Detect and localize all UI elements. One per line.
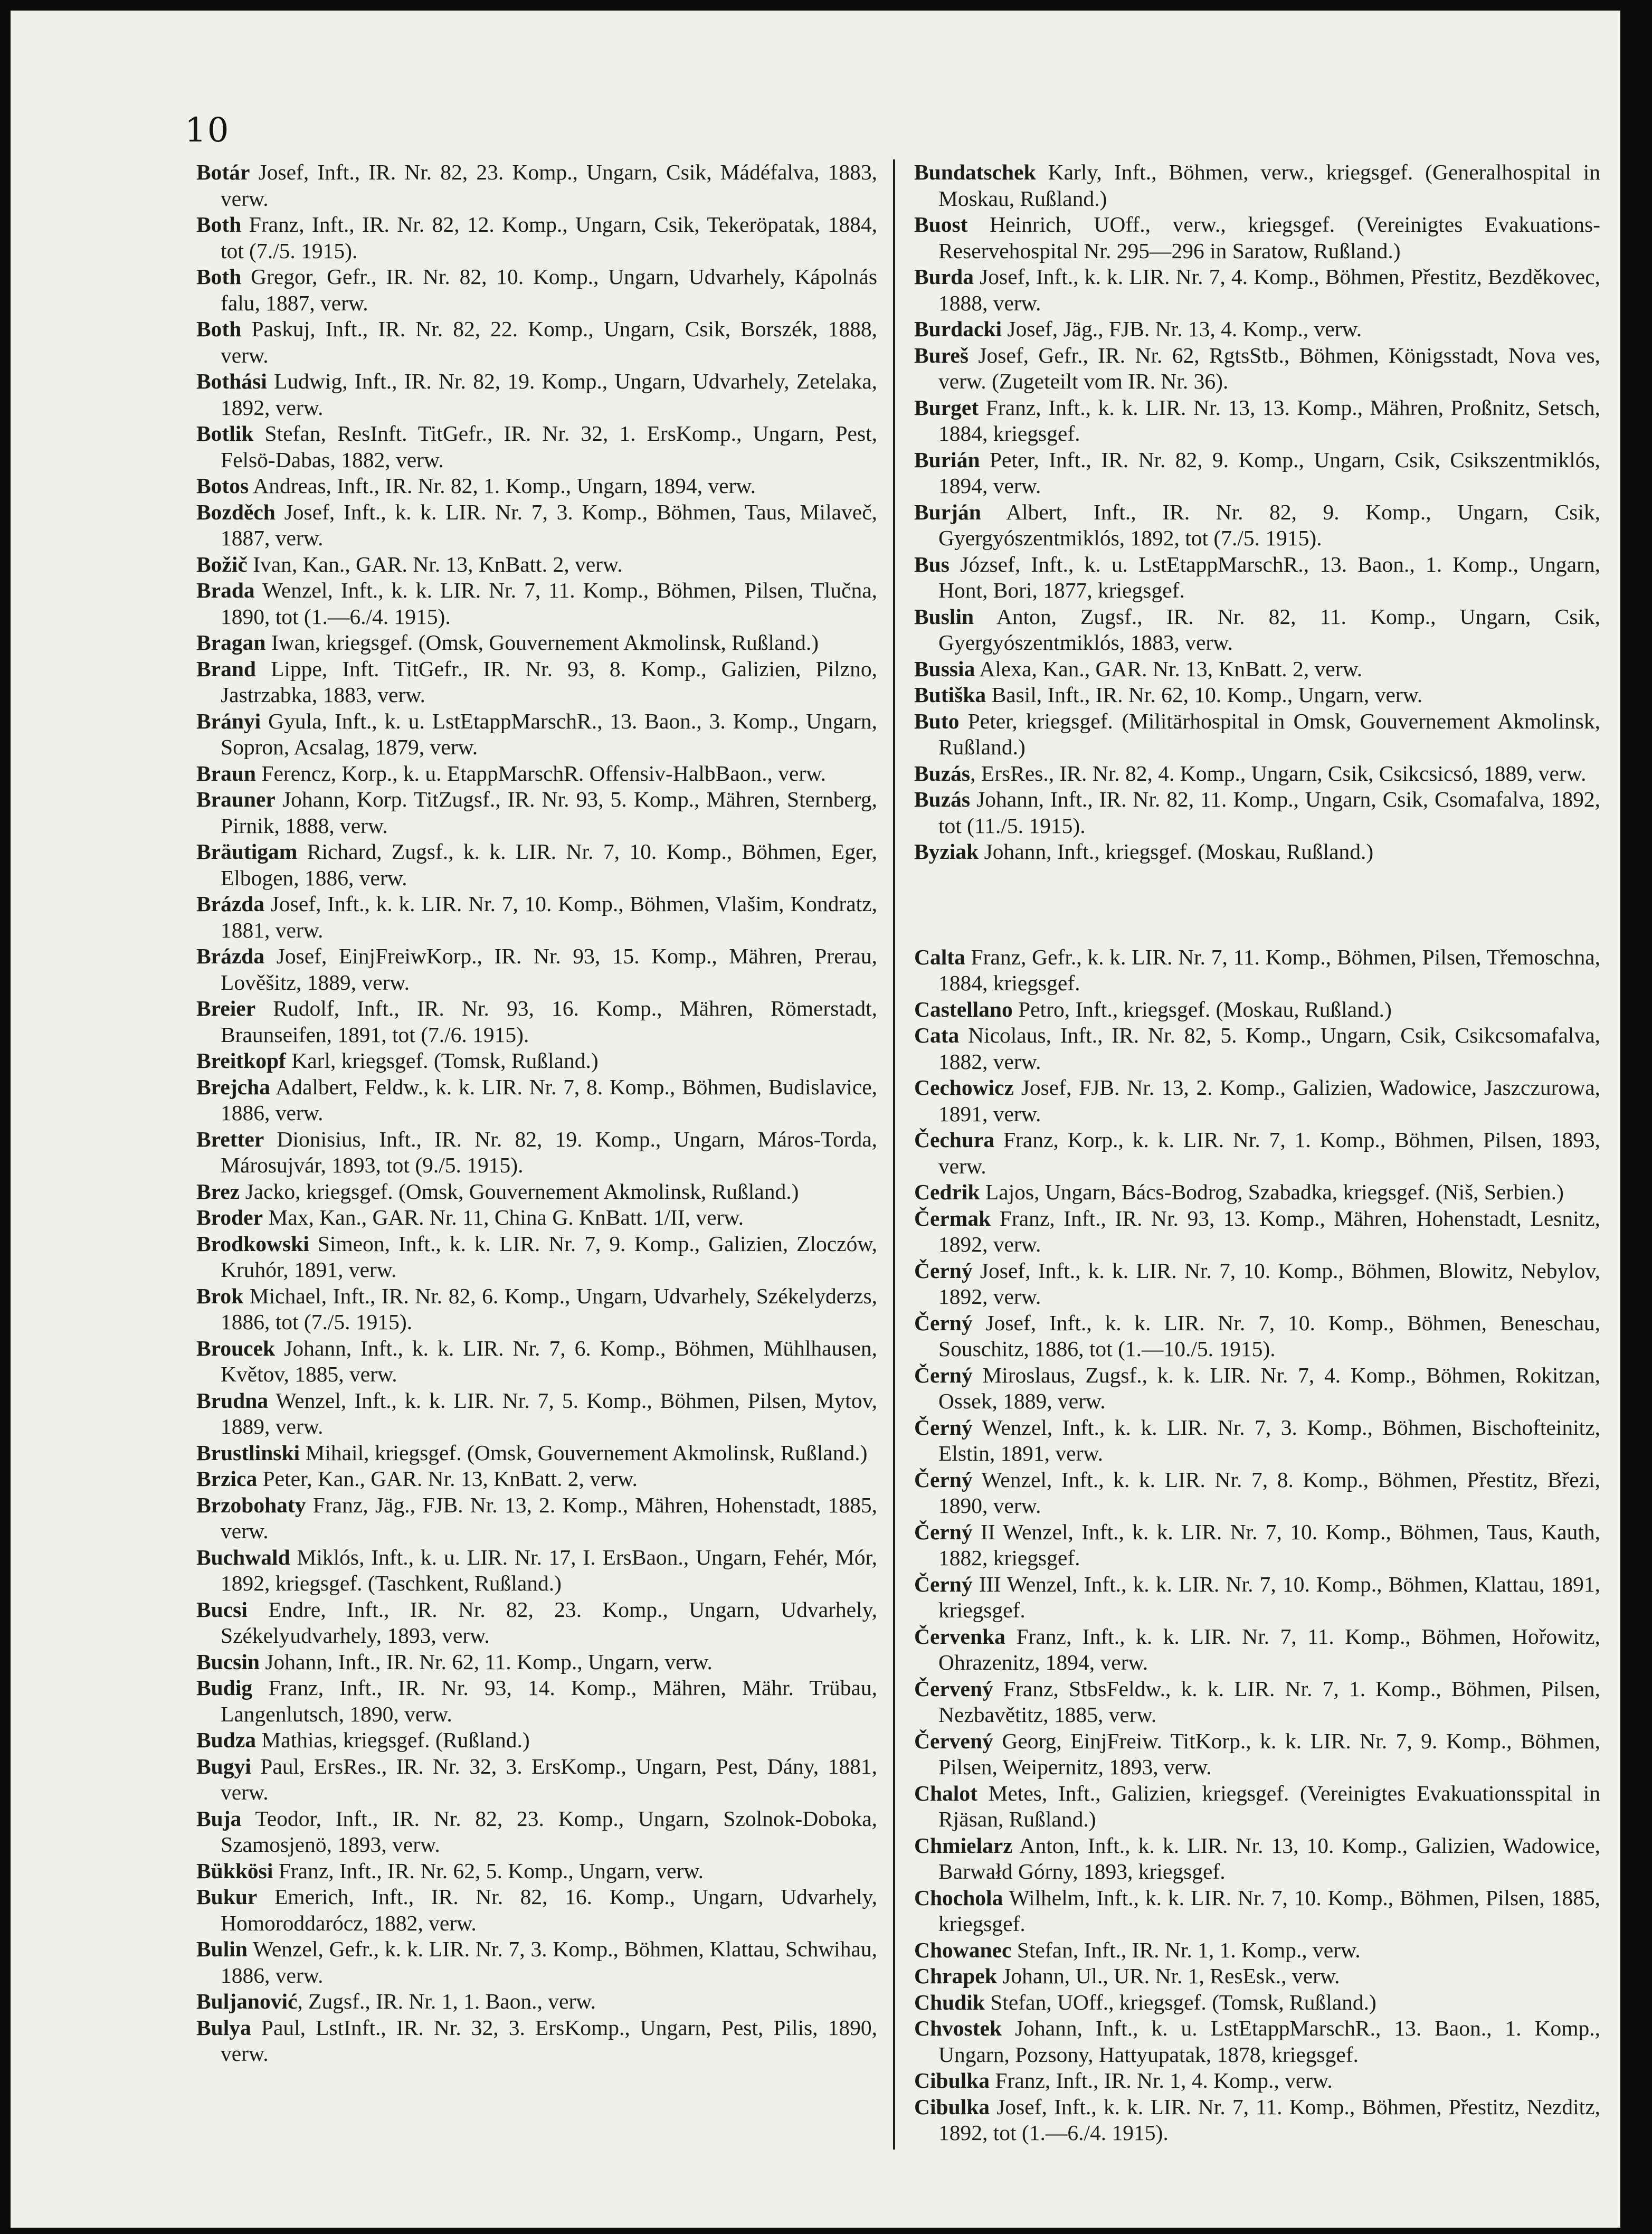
- entry-surname: Bräutigam: [196, 839, 298, 864]
- entry-surname: Castellano: [914, 997, 1013, 1021]
- entry-surname: Breitkopf: [196, 1048, 286, 1073]
- register-entry: [196, 1179, 877, 1205]
- entry-details: Alexa, Kan., GAR. Nr. 13, KnBatt. 2, verw.: [975, 656, 1363, 681]
- entry-details: Lajos, Ungarn, Bács-Bodrog, Szabadka, kriegsgef. (Niš, Serbien.): [980, 1180, 1564, 1204]
- entry-details: Franz, Korp., k. k. LIR. Nr. 7, 1. Komp., Böhmen, Pilsen, 1893, verw.: [938, 1128, 1600, 1178]
- register-entry: [914, 212, 1600, 264]
- entry-details: Franz, Inft., IR. Nr. 82, 12. Komp., Ungarn, Csik, Tekeröpatak, 1884, tot (7./5. 1915).: [221, 212, 877, 263]
- section-gap: [914, 865, 1600, 944]
- entry-details: Iwan, kriegsgef. (Omsk, Gouvernement Akmolinsk, Rußland.): [265, 630, 819, 655]
- entry-surname: Botlik: [196, 421, 254, 446]
- entry-surname: Botos: [196, 474, 249, 498]
- entry-surname: Černý: [914, 1519, 973, 1544]
- entry-surname: Chudik: [914, 1990, 985, 2014]
- entry-surname: Bureš: [914, 343, 969, 367]
- entry-details: Richard, Zugsf., k. k. LIR. Nr. 7, 10. Komp., Böhmen, Eger, Elbogen, 1886, verw.: [221, 839, 877, 890]
- register-entry: [914, 447, 1600, 499]
- entry-details: Franz, StbsFeldw., k. k. LIR. Nr. 7, 1. Komp., Böhmen, Pilsen, Nezbavětitz, 1885, verw.: [938, 1676, 1600, 1727]
- register-entry: [914, 1519, 1600, 1572]
- entry-details: Johann, Inft., IR. Nr. 82, 11. Komp., Ungarn, Csik, Csomafalva, 1892, tot (11./5. 1915).: [938, 787, 1600, 838]
- register-entry: [196, 1283, 877, 1336]
- register-entry: [196, 552, 877, 578]
- entry-surname: Červený: [914, 1676, 993, 1701]
- entry-details: Johann, Inft., k. u. LstEtappMarschR., 13. Baon., 1. Komp., Ungarn, Pozsony, Hattyupatak, 1878, kriegsgef.: [938, 2016, 1600, 2067]
- entry-surname: Bussia: [914, 656, 975, 681]
- entry-surname: Brodkowski: [196, 1231, 309, 1256]
- entry-details: Josef, Inft., k. k. LIR. Nr. 7, 11. Komp., Böhmen, Přestitz, Nezditz, 1892, tot (1.—6./4. 1915).: [938, 2094, 1600, 2145]
- entry-details: Josef, Inft., IR. Nr. 82, 23. Komp., Ungarn, Csik, Mádéfalva, 1883, verw.: [221, 160, 877, 211]
- register-entry: [914, 499, 1600, 552]
- register-entry: [196, 1074, 877, 1127]
- entry-surname: Bundatschek: [914, 160, 1036, 184]
- entry-details: Franz, Inft., IR. Nr. 93, 14. Komp., Mähren, Mähr. Trübau, Langenlutsch, 1890, verw.: [221, 1676, 877, 1726]
- entry-surname: Buzás: [914, 787, 971, 811]
- entry-details: Franz, Inft., IR. Nr. 93, 13. Komp., Mähren, Hohenstadt, Lesnitz, 1892, verw.: [938, 1206, 1600, 1256]
- entry-surname: Burján: [914, 499, 981, 524]
- register-entry: [196, 708, 877, 761]
- entry-surname: Chvostek: [914, 2016, 1002, 2040]
- register-entry: [914, 1676, 1600, 1728]
- entry-details: Wenzel, Inft., k. k. LIR. Nr. 7, 5. Komp., Böhmen, Pilsen, Mytov, 1889, verw.: [221, 1388, 877, 1438]
- register-entry: [914, 343, 1600, 395]
- register-entry: [914, 1833, 1600, 1885]
- entry-details: Josef, Gefr., IR. Nr. 62, RgtsStb., Böhmen, Königsstadt, Nova ves, verw. (Zugeteilt vom IR. Nr. 36).: [938, 343, 1600, 393]
- entry-surname: Černý: [914, 1362, 973, 1387]
- entry-surname: Brejcha: [196, 1074, 270, 1099]
- entry-surname: Brauner: [196, 787, 276, 811]
- entry-surname: Chmielarz: [914, 1833, 1013, 1858]
- entry-details: Johann, Inft., IR. Nr. 62, 11. Komp., Ungarn, verw.: [259, 1649, 713, 1674]
- column-divider: [893, 159, 895, 2150]
- entry-details: József, Inft., k. u. LstEtappMarschR., 13. Baon., 1. Komp., Ungarn, Hont, Bori, 1877, kriegsgef.: [938, 552, 1600, 602]
- register-entry: [196, 1858, 877, 1885]
- register-entry: [914, 316, 1600, 343]
- register-entry: [914, 1179, 1600, 1206]
- register-entry: [196, 1231, 877, 1283]
- entry-surname: Brudna: [196, 1388, 269, 1413]
- entry-surname: Buzás: [914, 761, 971, 785]
- register-entry: [914, 1310, 1600, 1362]
- entry-surname: Burdacki: [914, 317, 1002, 341]
- entry-surname: Buchwald: [196, 1545, 290, 1569]
- register-entry: [196, 1754, 877, 1806]
- entry-surname: Buto: [914, 708, 960, 733]
- entry-surname: Červený: [914, 1728, 993, 1753]
- entry-details: Josef, Inft., k. k. LIR. Nr. 7, 10. Komp., Böhmen, Blowitz, Nebylov, 1892, verw.: [938, 1258, 1600, 1309]
- entry-details: Karly, Inft., Böhmen, verw., kriegsgef. (Generalhospital in Moskau, Rußland.): [938, 160, 1600, 211]
- register-entry: [196, 1048, 877, 1074]
- entry-details: Wenzel, Gefr., k. k. LIR. Nr. 7, 3. Komp., Böhmen, Klattau, Schwihau, 1886, verw.: [221, 1937, 877, 1987]
- entry-details: Josef, Jäg., FJB. Nr. 13, 4. Komp., verw.: [1002, 317, 1362, 341]
- entry-details: Johann, Inft., k. k. LIR. Nr. 7, 6. Komp., Böhmen, Mühlhausen, Květov, 1885, verw.: [221, 1336, 877, 1386]
- entry-surname: Brányi: [196, 708, 261, 733]
- register-entry: [196, 761, 877, 787]
- entry-details: Peter, Kan., GAR. Nr. 13, KnBatt. 2, verw.: [257, 1466, 638, 1491]
- entry-details: Wenzel, Inft., k. k. LIR. Nr. 7, 3. Komp., Böhmen, Bischofteinitz, Elstin, 1891, verw.: [938, 1415, 1600, 1465]
- register-entry: [196, 212, 877, 264]
- entry-surname: Černý: [914, 1467, 973, 1492]
- register-entry: [196, 578, 877, 630]
- register-entry: [196, 1727, 877, 1754]
- entry-details: Anton, Inft., k. k. LIR. Nr. 13, 10. Komp., Galizien, Wadowice, Barwałd Górny, 1893, kriegsgef.: [938, 1833, 1600, 1883]
- entry-surname: Buja: [196, 1806, 242, 1831]
- register-entry: [914, 1937, 1600, 1964]
- entry-details: Lippe, Inft. TitGefr., IR. Nr. 93, 8. Komp., Galizien, Pilzno, Jastrzabka, 1883, verw.: [221, 656, 877, 707]
- entry-surname: Brada: [196, 578, 255, 602]
- register-entry: [914, 944, 1600, 997]
- entry-surname: Bükkösi: [196, 1858, 273, 1883]
- register-entry: [196, 499, 877, 552]
- entry-details: Franz, Jäg., FJB. Nr. 13, 2. Komp., Mähren, Hohenstadt, 1885, verw.: [221, 1492, 877, 1543]
- entry-details: Josef, EinjFreiwKorp., IR. Nr. 93, 15. Komp., Mähren, Prerau, Lověšitz, 1889, verw.: [221, 944, 877, 995]
- entry-details: Miroslaus, Zugsf., k. k. LIR. Nr. 7, 4. Komp., Böhmen, Rokitzan, Ossek, 1889, verw.: [938, 1362, 1600, 1413]
- page-number: 10: [185, 111, 230, 150]
- entry-surname: Byziak: [914, 839, 979, 864]
- entry-details: Mathias, kriegsgef. (Rußland.): [256, 1728, 530, 1752]
- entry-details: Metes, Inft., Galizien, kriegsgef. (Vereinigtes Evakuationsspital in Rjäsan, Rußland.): [938, 1781, 1600, 1831]
- register-entry: [914, 1206, 1600, 1258]
- register-entry: [196, 891, 877, 943]
- register-entry: [196, 159, 877, 212]
- entry-surname: Breier: [196, 996, 256, 1020]
- entry-surname: Budig: [196, 1676, 253, 1700]
- entry-details: Andreas, Inft., IR. Nr. 82, 1. Komp., Ungarn, 1894, verw.: [249, 474, 756, 498]
- entry-details: Rudolf, Inft., IR. Nr. 93, 16. Komp., Mähren, Römerstadt, Braunseifen, 1891, tot (7./6. 1915).: [221, 996, 877, 1047]
- entry-surname: Čermak: [914, 1206, 991, 1230]
- register-entry: [196, 264, 877, 316]
- entry-surname: Černý: [914, 1415, 973, 1440]
- entry-surname: Burián: [914, 447, 980, 472]
- register-entry: [914, 1624, 1600, 1676]
- entries-c-section: [914, 944, 1600, 2146]
- register-entry: [914, 1362, 1600, 1415]
- entry-surname: Chowanec: [914, 1937, 1012, 1962]
- entry-details: Josef, FJB. Nr. 13, 2. Komp., Galizien, Wadowice, Jaszczurowa, 1891, verw.: [938, 1075, 1600, 1126]
- register-entry: [914, 787, 1600, 839]
- register-entry: [196, 839, 877, 891]
- entry-details: Jacko, kriegsgef. (Omsk, Gouvernement Akmolinsk, Rußland.): [240, 1179, 799, 1204]
- entry-details: Johann, Inft., kriegsgef. (Moskau, Rußland.): [979, 839, 1374, 864]
- entry-surname: Buslin: [914, 604, 974, 629]
- entry-surname: Butiška: [914, 683, 986, 707]
- entry-surname: Cibulka: [914, 2068, 990, 2093]
- entry-details: Wilhelm, Inft., k. k. LIR. Nr. 7, 10. Komp., Böhmen, Pilsen, 1885, kriegsgef.: [938, 1885, 1600, 1936]
- register-entry: [914, 1467, 1600, 1519]
- entry-details: Peter, kriegsgef. (Militärhospital in Omsk, Gouvernement Akmolinsk, Rußland.): [938, 708, 1600, 759]
- entry-surname: Chrapek: [914, 1964, 997, 1988]
- entry-surname: Bulin: [196, 1937, 248, 1961]
- register-entry: [196, 1466, 877, 1492]
- entry-surname: Brázda: [196, 944, 265, 968]
- entry-surname: Buost: [914, 212, 968, 236]
- entry-details: Stefan, ResInft. TitGefr., IR. Nr. 32, 1. ErsKomp., Ungarn, Pest, Felsö-Dabas, 1882, verw.: [221, 421, 877, 472]
- register-entry: [914, 1075, 1600, 1127]
- entry-details: Josef, Inft., k. k. LIR. Nr. 7, 10. Komp., Böhmen, Vlašim, Kondratz, 1881, verw.: [221, 892, 877, 942]
- entry-details: Basil, Inft., IR. Nr. 62, 10. Komp., Ungarn, verw.: [986, 683, 1423, 707]
- register-entry: [196, 656, 877, 708]
- entry-surname: Čechura: [914, 1128, 995, 1152]
- entry-surname: Cedrik: [914, 1180, 980, 1204]
- entry-details: Teodor, Inft., IR. Nr. 82, 23. Komp., Ungarn, Szolnok-Doboka, Szamosjenö, 1893, verw.: [221, 1806, 877, 1857]
- entry-surname: Broder: [196, 1205, 263, 1229]
- entry-surname: Both: [196, 212, 242, 236]
- register-entry: [196, 421, 877, 473]
- register-entry: [914, 708, 1600, 761]
- register-entry: [196, 1492, 877, 1545]
- entry-details: Gregor, Gefr., IR. Nr. 82, 10. Komp., Ungarn, Udvarhely, Kápolnás falu, 1887, verw.: [221, 264, 877, 315]
- entry-surname: Brzica: [196, 1466, 258, 1491]
- register-entry: [914, 1728, 1600, 1781]
- entry-surname: Bothási: [196, 369, 267, 393]
- register-entry: [914, 1127, 1600, 1179]
- entry-surname: Bukur: [196, 1885, 258, 1909]
- entry-surname: Bragan: [196, 630, 266, 655]
- register-entry: [196, 1205, 877, 1231]
- register-entry: [914, 1258, 1600, 1310]
- entry-surname: Both: [196, 264, 242, 289]
- right-column: [914, 159, 1600, 2146]
- entry-details: Paskuj, Inft., IR. Nr. 82, 22. Komp., Ungarn, Csik, Borszék, 1888, verw.: [221, 317, 877, 367]
- entry-details: II Wenzel, Inft., k. k. LIR. Nr. 7, 10. Komp., Böhmen, Taus, Kauth, 1882, kriegsgef.: [938, 1519, 1600, 1570]
- register-entry: [914, 997, 1600, 1023]
- entry-surname: Broucek: [196, 1336, 276, 1360]
- entry-surname: Brand: [196, 656, 257, 681]
- entry-surname: Bretter: [196, 1127, 264, 1151]
- entry-details: Peter, Inft., IR. Nr. 82, 9. Komp., Ungarn, Csik, Csikszentmiklós, 1894, verw.: [938, 447, 1600, 498]
- entry-surname: Chochola: [914, 1885, 1003, 1910]
- register-entry: [196, 1989, 877, 2015]
- entry-surname: Černý: [914, 1258, 973, 1283]
- register-entry: [196, 1649, 877, 1676]
- entry-surname: Chalot: [914, 1781, 977, 1805]
- register-entry: [196, 1675, 877, 1727]
- register-entry: [196, 316, 877, 368]
- register-entry: [914, 264, 1600, 316]
- entry-details: Johann, Ul., UR. Nr. 1, ResEsk., verw.: [996, 1964, 1340, 1988]
- entry-surname: Černý: [914, 1572, 973, 1596]
- entry-surname: Bus: [914, 552, 950, 576]
- entry-details: Gyula, Inft., k. u. LstEtappMarschR., 13. Baon., 3. Komp., Ungarn, Sopron, Acsalag, 1879, verw.: [221, 708, 877, 759]
- register-entry: [196, 996, 877, 1048]
- entry-details: Max, Kan., GAR. Nr. 11, China G. KnBatt. 1/II, verw.: [263, 1205, 744, 1229]
- register-entry: [914, 2015, 1600, 2068]
- register-entry: [914, 2068, 1600, 2094]
- document-page: [11, 11, 1620, 2228]
- entry-details: Endre, Inft., IR. Nr. 82, 23. Komp., Ungarn, Udvarhely, Székelyudvarhely, 1893, verw.: [221, 1597, 877, 1648]
- register-entry: [914, 395, 1600, 447]
- entry-surname: Calta: [914, 944, 965, 969]
- register-entry: [196, 787, 877, 839]
- entry-details: Ferencz, Korp., k. u. EtappMarschR. Offensiv-HalbBaon., verw.: [256, 761, 826, 785]
- entry-surname: Budza: [196, 1728, 257, 1752]
- register-entry: [196, 1127, 877, 1179]
- entry-details: Stefan, Inft., IR. Nr. 1, 1. Komp., verw.: [1011, 1937, 1361, 1962]
- register-entry: [196, 1388, 877, 1440]
- entry-details: Paul, ErsRes., IR. Nr. 32, 3. ErsKomp., Ungarn, Pest, Dány, 1881, verw.: [221, 1754, 877, 1804]
- entry-details: Michael, Inft., IR. Nr. 82, 6. Komp., Ungarn, Udvarhely, Székelyderzs, 1886, tot (7./5. 1915).: [221, 1283, 877, 1334]
- entry-details: III Wenzel, Inft., k. k. LIR. Nr. 7, 10. Komp., Böhmen, Klattau, 1891, kriegsgef.: [938, 1572, 1600, 1622]
- entry-surname: Božič: [196, 552, 248, 576]
- entry-surname: Brustlinski: [196, 1440, 300, 1465]
- register-entry: [196, 368, 877, 421]
- entry-details: Dionisius, Inft., IR. Nr. 82, 19. Komp., Ungarn, Máros-Torda, Márosujvár, 1893, tot (9./5. 1915).: [221, 1127, 877, 1177]
- register-entry: [914, 2094, 1600, 2146]
- register-entry: [914, 1781, 1600, 1833]
- entry-details: Paul, LstInft., IR. Nr. 32, 3. ErsKomp., Ungarn, Pest, Pilis, 1890, verw.: [221, 2015, 877, 2066]
- register-entry: [196, 630, 877, 656]
- register-entry: [914, 1023, 1600, 1075]
- entry-surname: Brok: [196, 1283, 244, 1308]
- register-entry: [914, 1990, 1600, 2016]
- entry-surname: Bulya: [196, 2015, 251, 2040]
- entry-surname: Černý: [914, 1310, 973, 1335]
- register-entry: [196, 1936, 877, 1989]
- entry-surname: Braun: [196, 761, 257, 785]
- entry-surname: Both: [196, 317, 242, 341]
- entry-surname: Cechowicz: [914, 1075, 1014, 1100]
- entry-details: Franz, Inft., k. k. LIR. Nr. 13, 13. Komp., Mähren, Proßnitz, Setsch, 1884, kriegsgef.: [938, 395, 1600, 446]
- entry-surname: Burda: [914, 264, 974, 289]
- entry-details: Stefan, UOff., kriegsgef. (Tomsk, Rußland.): [984, 1990, 1376, 2014]
- entry-details: Heinrich, UOff., verw., kriegsgef. (Vereinigtes Evakuations-Reservehospital Nr. 295—296 in Saratow, Rußland.): [938, 212, 1600, 263]
- entry-surname: Červenka: [914, 1624, 1005, 1649]
- entry-surname: Buljanović: [196, 1989, 298, 2013]
- register-entry: [196, 1336, 877, 1388]
- entry-details: Emerich, Inft., IR. Nr. 82, 16. Komp., Ungarn, Udvarhely, Homoroddarócz, 1882, verw.: [221, 1885, 877, 1935]
- register-entry: [196, 1597, 877, 1649]
- register-entry: [914, 1415, 1600, 1467]
- entry-details: Josef, Inft., k. k. LIR. Nr. 7, 4. Komp., Böhmen, Přestitz, Bezděkovec, 1888, verw.: [938, 264, 1600, 315]
- entry-surname: Bozděch: [196, 499, 276, 524]
- left-column: [196, 159, 877, 2067]
- entry-details: Ludwig, Inft., IR. Nr. 82, 19. Komp., Ungarn, Udvarhely, Zetelaka, 1892, verw.: [221, 369, 877, 420]
- entry-details: Josef, Inft., k. k. LIR. Nr. 7, 3. Komp., Böhmen, Taus, Milaveč, 1887, verw.: [221, 499, 877, 550]
- entry-surname: Cibulka: [914, 2094, 990, 2119]
- register-entry: [196, 1545, 877, 1597]
- entry-surname: Brázda: [196, 892, 265, 916]
- register-entry: [914, 682, 1600, 708]
- entry-details: , ErsRes., IR. Nr. 82, 4. Komp., Ungarn, Csik, Csikcsicsó, 1889, verw.: [970, 761, 1587, 785]
- entry-details: Franz, Inft., IR. Nr. 62, 5. Komp., Ungarn, verw.: [273, 1858, 704, 1883]
- entry-details: Albert, Inft., IR. Nr. 82, 9. Komp., Ungarn, Csik, Gyergyószentmiklós, 1892, tot (7./5. 1915).: [938, 499, 1600, 550]
- register-entry: [914, 1572, 1600, 1624]
- entry-details: Adalbert, Feldw., k. k. LIR. Nr. 7, 8. Komp., Böhmen, Budislavice, 1886, verw.: [221, 1074, 877, 1125]
- entry-details: Wenzel, Inft., k. k. LIR. Nr. 7, 11. Komp., Böhmen, Pilsen, Tlučna, 1890, tot (1.—6./4. 1915).: [221, 578, 877, 629]
- entry-details: Wenzel, Inft., k. k. LIR. Nr. 7, 8. Komp., Böhmen, Přestitz, Březi, 1890, verw.: [938, 1467, 1600, 1518]
- entry-details: Karl, kriegsgef. (Tomsk, Rußland.): [286, 1048, 599, 1073]
- register-entry: [914, 604, 1600, 656]
- entry-surname: Bugyi: [196, 1754, 251, 1778]
- register-entry: [196, 1806, 877, 1858]
- entries-b-section: [914, 159, 1600, 865]
- entry-details: Franz, Inft., IR. Nr. 1, 4. Komp., verw.: [990, 2068, 1333, 2093]
- entry-details: Georg, EinjFreiw. TitKorp., k. k. LIR. Nr. 7, 9. Komp., Böhmen, Pilsen, Weipernitz, 1893, verw.: [938, 1728, 1600, 1779]
- entry-details: Nicolaus, Inft., IR. Nr. 82, 5. Komp., Ungarn, Csik, Csikcsomafalva, 1882, verw.: [938, 1023, 1600, 1074]
- entry-details: Anton, Zugsf., IR. Nr. 82, 11. Komp., Ungarn, Csik, Gyergyószentmiklós, 1883, verw.: [938, 604, 1600, 655]
- entry-details: Johann, Korp. TitZugsf., IR. Nr. 93, 5. Komp., Mähren, Sternberg, Pirnik, 1888, verw.: [221, 787, 877, 838]
- register-entry: [196, 943, 877, 996]
- entry-surname: Botár: [196, 160, 250, 184]
- entry-surname: Bucsin: [196, 1649, 260, 1674]
- entry-details: Josef, Inft., k. k. LIR. Nr. 7, 10. Komp., Böhmen, Beneschau, Souschitz, 1886, tot (1.—10./5. 1915).: [938, 1310, 1600, 1361]
- entry-details: Petro, Inft., kriegsgef. (Moskau, Rußland.): [1012, 997, 1392, 1021]
- register-entry: [914, 839, 1600, 865]
- register-entry: [914, 1885, 1600, 1937]
- register-entry: [914, 552, 1600, 604]
- register-entry: [914, 761, 1600, 787]
- entry-details: Franz, Gefr., k. k. LIR. Nr. 7, 11. Komp., Böhmen, Pilsen, Třemoschna, 1884, kriegsgef.: [938, 944, 1600, 995]
- entry-surname: Cata: [914, 1023, 960, 1047]
- entry-details: Mihail, kriegsgef. (Omsk, Gouvernement Akmolinsk, Rußland.): [300, 1440, 868, 1465]
- entry-surname: Burget: [914, 395, 979, 420]
- entry-details: Ivan, Kan., GAR. Nr. 13, KnBatt. 2, verw.: [247, 552, 623, 576]
- entry-details: Miklós, Inft., k. u. LIR. Nr. 17, I. ErsBaon., Ungarn, Fehér, Mór, 1892, kriegsgef. (Taschkent, Rußland.): [221, 1545, 877, 1595]
- entry-details: , Zugsf., IR. Nr. 1, 1. Baon., verw.: [297, 1989, 596, 2013]
- register-entry: [196, 2015, 877, 2067]
- register-entry: [196, 473, 877, 499]
- register-entry: [914, 656, 1600, 683]
- entry-details: Simeon, Inft., k. k. LIR. Nr. 7, 9. Komp., Galizien, Zloczów, Kruhór, 1891, verw.: [221, 1231, 877, 1282]
- register-entry: [196, 1884, 877, 1936]
- entry-details: Franz, Inft., k. k. LIR. Nr. 7, 11. Komp., Böhmen, Hořowitz, Ohrazenitz, 1894, verw.: [938, 1624, 1600, 1674]
- register-entry: [914, 1963, 1600, 1990]
- entry-surname: Brez: [196, 1179, 240, 1204]
- register-entry: [196, 1440, 877, 1466]
- entry-surname: Brzobohaty: [196, 1492, 306, 1517]
- entry-surname: Bucsi: [196, 1597, 248, 1622]
- register-entry: [914, 159, 1600, 212]
